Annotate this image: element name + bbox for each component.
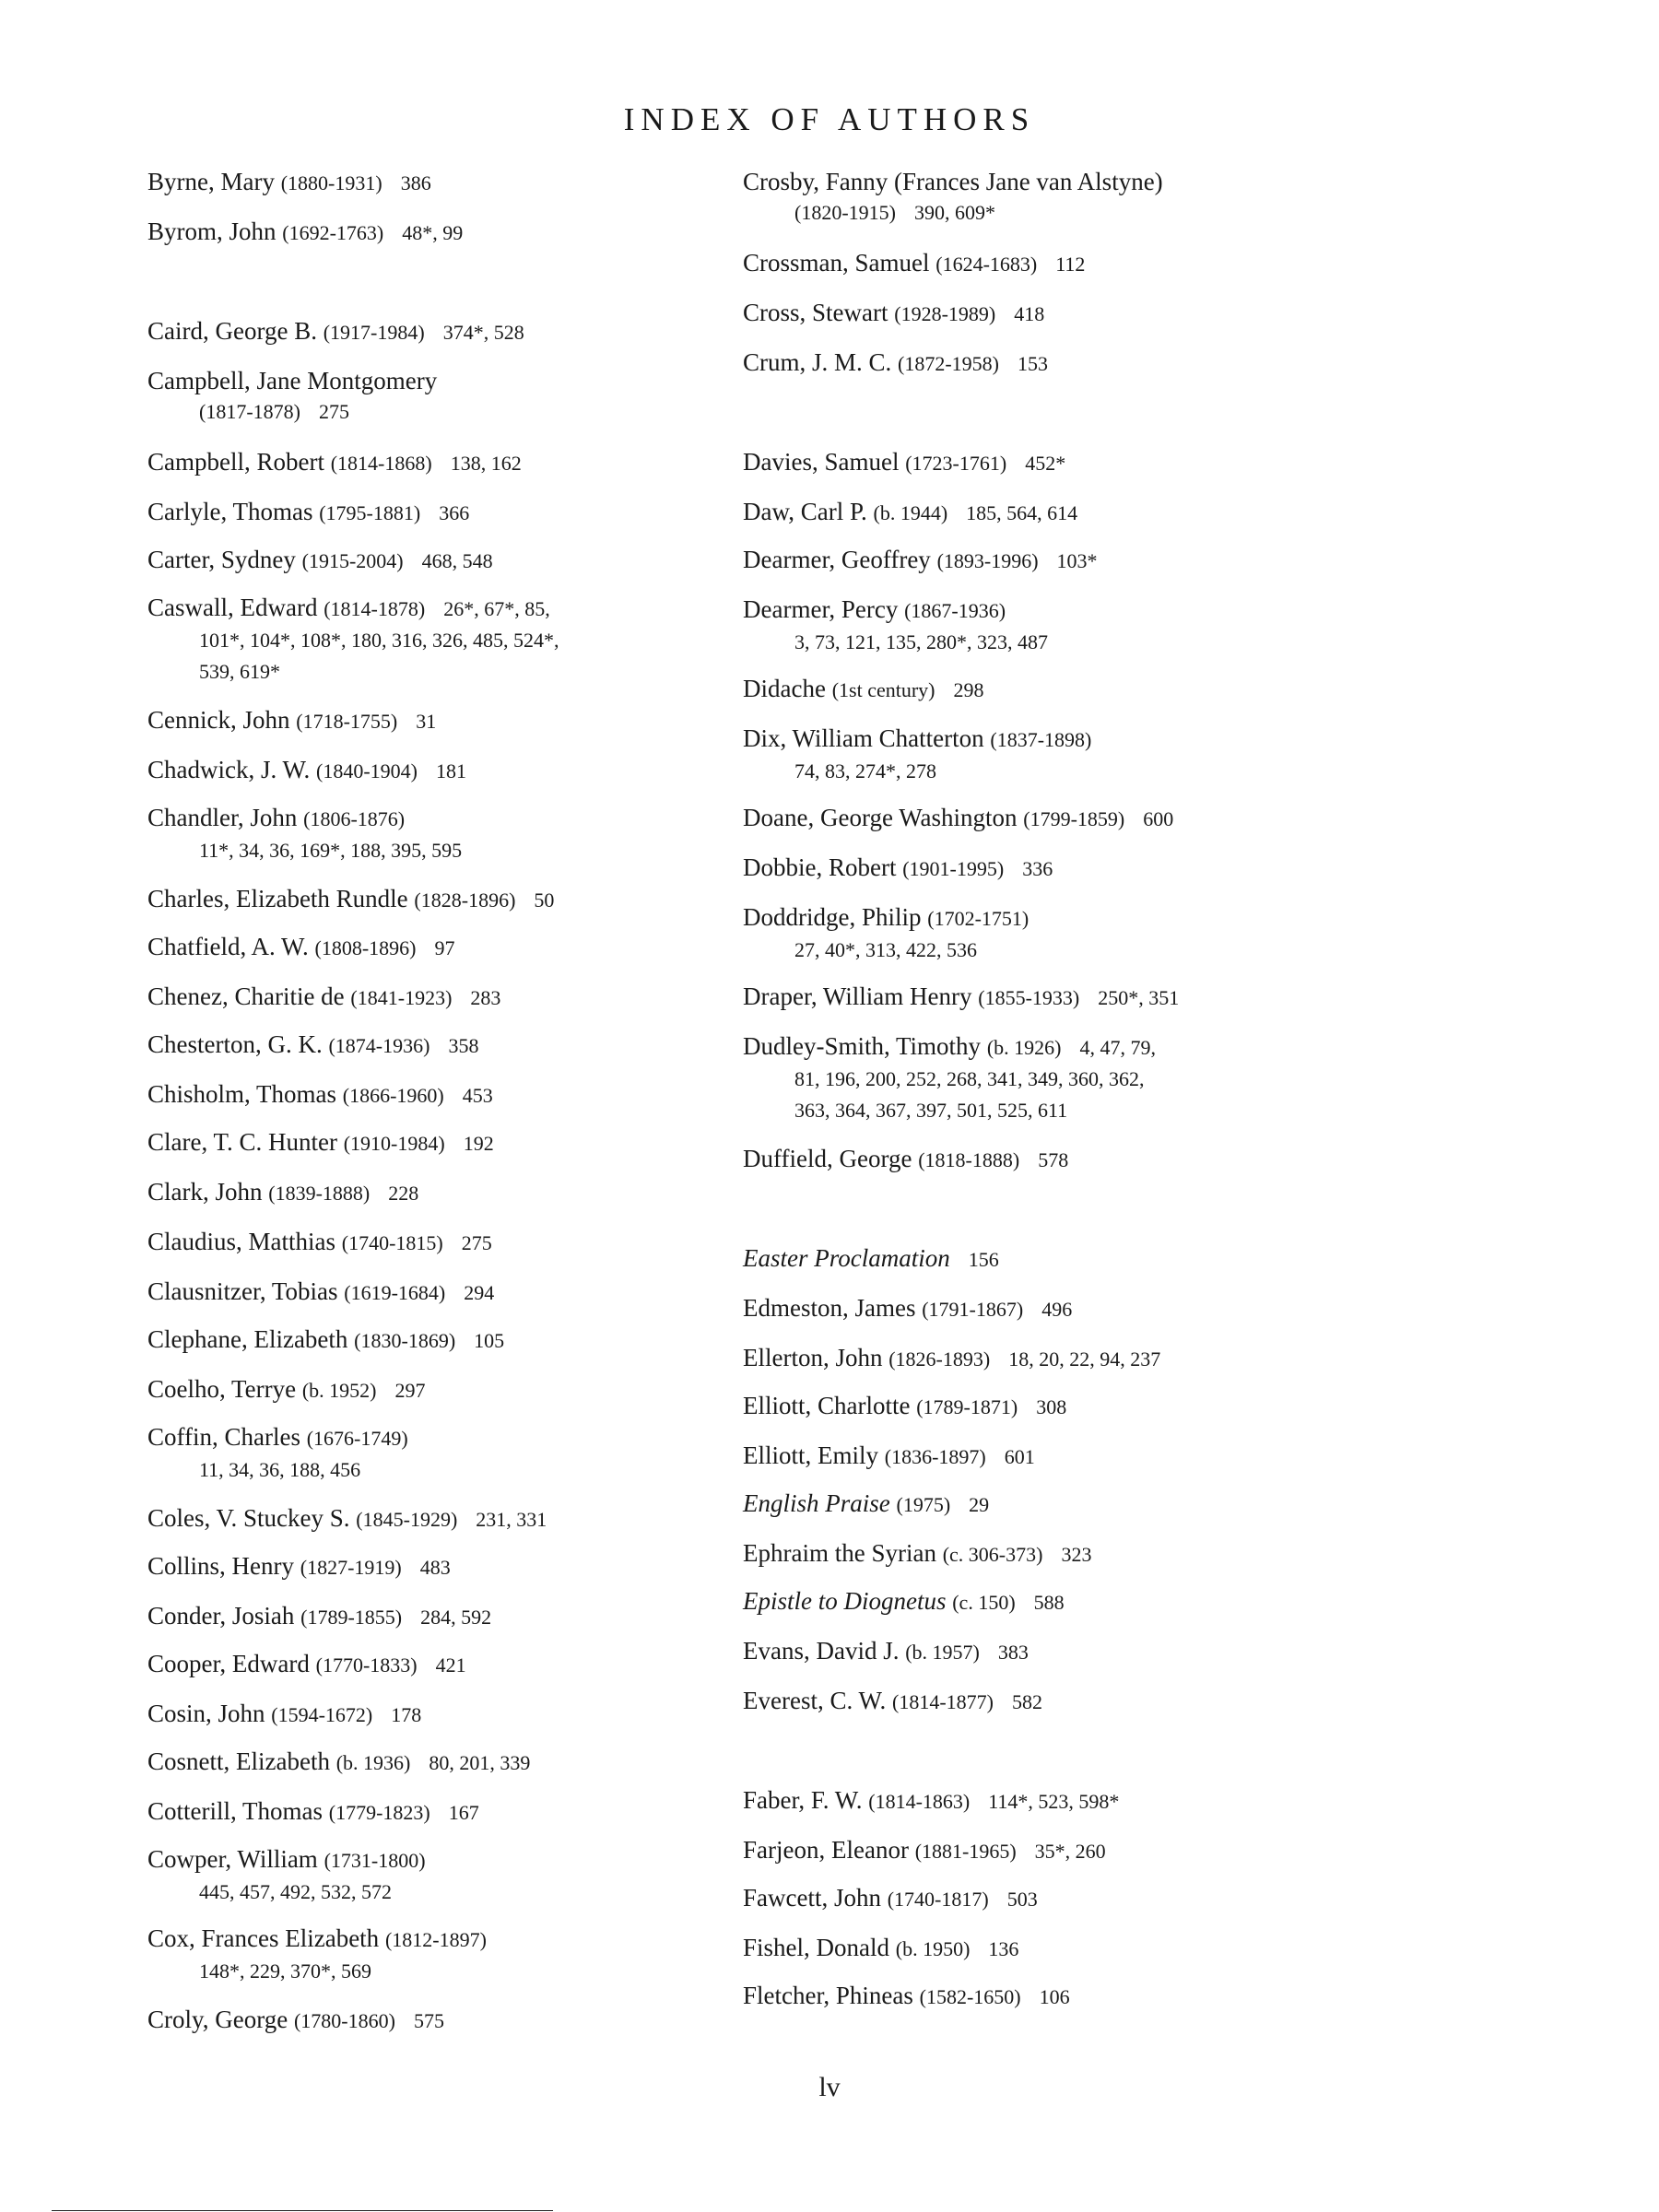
hymn-numbers: 483 — [419, 1556, 451, 1579]
author-name: Coelho, Terrye — [147, 1375, 297, 1403]
footer-rule — [52, 2210, 553, 2211]
index-entry — [743, 1685, 1388, 1718]
author-name: Charles, Elizabeth Rundle — [147, 885, 408, 912]
author-dates: (1827-1919) — [300, 1556, 402, 1579]
author-dates: (1817-1878) — [199, 400, 300, 423]
index-entry — [147, 1600, 793, 1633]
author-name: Draper, William Henry — [743, 982, 972, 1010]
index-entry — [743, 1537, 1388, 1571]
author-dates: (1619-1684) — [344, 1281, 446, 1304]
hymn-numbers: 35*, 260 — [1034, 1840, 1106, 1863]
author-dates: (1915-2004) — [301, 549, 404, 572]
author-name: Doddridge, Philip — [743, 903, 922, 931]
author-name: Dudley-Smith, Timothy — [743, 1032, 982, 1060]
index-entry — [743, 981, 1388, 1014]
hymn-numbers-continued: 74, 83, 274*, 278 — [794, 759, 936, 782]
hymn-numbers: 323 — [1061, 1543, 1092, 1566]
hymn-numbers: 26*, 67*, 85, — [443, 597, 550, 620]
author-dates: (c. 150) — [952, 1591, 1016, 1614]
author-name: Clephane, Elizabeth — [147, 1325, 348, 1353]
index-entry — [743, 544, 1388, 577]
author-name: Fletcher, Phineas — [743, 1982, 913, 2009]
hymn-numbers: 18, 20, 22, 94, 237 — [1008, 1347, 1161, 1371]
hymn-numbers: 31 — [416, 710, 437, 733]
hymn-numbers: 496 — [1041, 1298, 1073, 1321]
author-name: Cooper, Edward — [147, 1650, 310, 1677]
author-name: Campbell, Robert — [147, 448, 324, 476]
index-entry — [147, 1923, 793, 1987]
index-entry — [743, 594, 1388, 658]
index-entry — [147, 2004, 793, 2037]
index-entry — [147, 1029, 793, 1062]
index-entry — [147, 496, 793, 529]
author-dates: (b. 1950) — [895, 1937, 971, 1960]
author-name: Elliott, Charlotte — [743, 1392, 911, 1419]
hymn-numbers: 114*, 523, 598* — [988, 1790, 1120, 1813]
author-name: Campbell, Jane Montgomery — [147, 367, 438, 394]
author-dates: (1814-1863) — [868, 1790, 971, 1813]
index-entry — [743, 673, 1388, 706]
author-dates: (1820-1915) — [794, 201, 896, 224]
index-entry — [147, 216, 793, 249]
author-dates: (b. 1952) — [301, 1379, 377, 1402]
author-dates: (b. 1936) — [335, 1751, 411, 1774]
author-name: Everest, C. W. — [743, 1687, 887, 1714]
index-entry — [147, 1843, 793, 1908]
hymn-numbers: 298 — [953, 678, 984, 701]
hymn-numbers: 383 — [997, 1641, 1029, 1664]
hymn-numbers: 105 — [474, 1329, 505, 1352]
hymn-numbers: 358 — [448, 1034, 479, 1057]
author-dates: (1880-1931) — [280, 171, 382, 194]
author-dates: (1676-1749) — [306, 1427, 408, 1450]
author-name: Dobbie, Robert — [743, 853, 897, 881]
author-name: English Praise — [743, 1489, 890, 1517]
author-name: Cennick, John — [147, 706, 290, 734]
author-dates: (1828-1896) — [414, 888, 516, 912]
author-name: Cowper, William — [147, 1845, 318, 1873]
author-dates: (1702-1751) — [927, 907, 1030, 930]
hymn-numbers: 588 — [1033, 1591, 1065, 1614]
hymn-numbers-continued: 363, 364, 367, 397, 501, 525, 611 — [794, 1099, 1068, 1122]
author-name: Ephraim the Syrian — [743, 1539, 936, 1567]
index-entry — [743, 1342, 1388, 1375]
author-dates: (1789-1855) — [300, 1606, 403, 1629]
index-entry — [743, 1390, 1388, 1423]
index-entry — [743, 1440, 1388, 1473]
author-dates: (1723-1761) — [905, 452, 1007, 475]
author-dates: (1692-1763) — [282, 221, 384, 244]
author-dates: (b. 1944) — [873, 501, 948, 524]
hymn-numbers: 336 — [1022, 857, 1053, 880]
author-name: Chisholm, Thomas — [147, 1080, 337, 1108]
index-entry — [147, 1502, 793, 1535]
index-entry — [147, 1324, 793, 1357]
hymn-numbers: 48*, 99 — [402, 221, 464, 244]
author-name: Claudius, Matthias — [147, 1228, 335, 1255]
author-dates: (1818-1888) — [918, 1148, 1020, 1171]
index-entry — [743, 446, 1388, 479]
author-dates: (1901-1995) — [902, 857, 1005, 880]
hymn-numbers-continued: 539, 619* — [199, 660, 280, 683]
author-dates: (1814-1877) — [892, 1690, 994, 1713]
author-name: Epistle to Diognetus — [743, 1587, 947, 1615]
author-name: Chesterton, G. K. — [147, 1030, 323, 1058]
index-entry — [147, 544, 793, 577]
index-entry — [147, 883, 793, 916]
index-entry — [147, 1126, 793, 1159]
author-name: Doane, George Washington — [743, 804, 1018, 831]
author-dates: (1780-1860) — [293, 2009, 395, 2032]
index-entry — [743, 901, 1388, 966]
hymn-numbers: 294 — [464, 1281, 495, 1304]
author-name: Carlyle, Thomas — [147, 498, 313, 525]
author-dates: (1740-1817) — [887, 1888, 989, 1911]
hymn-numbers-continued: 3, 73, 121, 135, 280*, 323, 487 — [794, 630, 1048, 653]
index-entry — [743, 1882, 1388, 1915]
hymn-numbers: 418 — [1014, 302, 1045, 325]
author-dates: (1814-1878) — [324, 597, 426, 620]
hymn-numbers: 250*, 351 — [1098, 986, 1180, 1009]
author-name: Cosnett, Elizabeth — [147, 1747, 330, 1775]
author-dates: (1806-1876) — [303, 807, 406, 830]
index-entry — [147, 931, 793, 964]
author-dates: (1836-1897) — [884, 1445, 986, 1468]
author-name: Byrom, John — [147, 218, 276, 245]
hymn-numbers: 156 — [968, 1248, 999, 1271]
index-entry — [147, 315, 793, 348]
hymn-numbers: 390, 609* — [913, 201, 995, 224]
author-name: Edmeston, James — [743, 1294, 916, 1322]
author-name: Ellerton, John — [743, 1344, 883, 1371]
author-dates: (1st century) — [831, 678, 935, 701]
index-entry — [743, 1932, 1388, 1965]
author-dates: (1718-1755) — [296, 710, 398, 733]
author-dates: (1770-1833) — [315, 1653, 418, 1677]
author-dates: (1740-1815) — [341, 1231, 443, 1254]
hymn-numbers: 103* — [1056, 549, 1098, 572]
hymn-numbers: 453 — [462, 1084, 493, 1107]
author-name: Coles, V. Stuckey S. — [147, 1504, 350, 1532]
page-title: INDEX OF AUTHORS — [623, 101, 1036, 137]
author-dates: (1791-1867) — [922, 1298, 1024, 1321]
index-entry — [743, 166, 1388, 229]
hymn-numbers: 138, 162 — [450, 452, 522, 475]
author-dates: (1830-1869) — [354, 1329, 456, 1352]
author-name: Collins, Henry — [147, 1552, 294, 1580]
index-entry — [147, 592, 793, 688]
hymn-numbers: 386 — [400, 171, 431, 194]
index-entry — [147, 1276, 793, 1309]
hymn-numbers: 228 — [388, 1182, 419, 1205]
index-entry — [147, 1176, 793, 1209]
author-name: Clausnitzer, Tobias — [147, 1277, 338, 1305]
index-entry — [743, 1488, 1388, 1521]
author-name: Crum, J. M. C. — [743, 348, 892, 376]
author-dates: (1812-1897) — [384, 1928, 487, 1951]
index-entry — [147, 446, 793, 479]
index-entry — [147, 166, 793, 199]
author-dates: (1795-1881) — [319, 501, 421, 524]
author-dates: (1799-1859) — [1023, 807, 1125, 830]
continuation-line — [147, 396, 793, 428]
hymn-numbers: 452* — [1025, 452, 1066, 475]
index-entry — [743, 347, 1388, 380]
index-entry — [743, 1030, 1388, 1126]
index-entry — [743, 1834, 1388, 1867]
hymn-numbers-continued: 148*, 229, 370*, 569 — [199, 1959, 371, 1983]
author-dates: (b. 1957) — [905, 1641, 980, 1664]
hymn-numbers: 421 — [435, 1653, 466, 1677]
index-entry — [147, 802, 793, 866]
author-name: Fawcett, John — [743, 1884, 881, 1912]
index-entry — [147, 704, 793, 737]
hymn-numbers: 582 — [1011, 1690, 1042, 1713]
index-entry — [743, 1292, 1388, 1325]
hymn-numbers: 283 — [470, 986, 501, 1009]
author-name: Croly, George — [147, 2006, 288, 2033]
author-name: Clark, John — [147, 1178, 263, 1206]
author-name: Coffin, Charles — [147, 1423, 300, 1451]
author-name: Davies, Samuel — [743, 448, 900, 476]
hymn-numbers: 284, 592 — [420, 1606, 492, 1629]
author-name: Didache — [743, 675, 826, 702]
author-name: Farjeon, Eleanor — [743, 1836, 909, 1864]
author-dates: (1928-1989) — [894, 302, 996, 325]
hymn-numbers: 181 — [436, 759, 466, 782]
author-name: Dearmer, Percy — [743, 595, 899, 623]
hymn-numbers: 167 — [448, 1801, 479, 1824]
author-dates: (1779-1823) — [328, 1801, 430, 1824]
index-entry — [743, 802, 1388, 835]
hymn-numbers: 4, 47, 79, — [1079, 1036, 1156, 1059]
author-dates: (1808-1896) — [314, 936, 417, 959]
hymn-numbers-continued: 81, 196, 200, 252, 268, 341, 349, 360, 362, — [794, 1067, 1145, 1090]
hymn-numbers: 468, 548 — [421, 549, 493, 572]
index-entry — [147, 1648, 793, 1681]
author-dates: (1624-1683) — [935, 253, 1038, 276]
hymn-numbers: 374*, 528 — [442, 321, 524, 344]
author-dates: (1789-1871) — [916, 1395, 1018, 1418]
author-name: Faber, F. W. — [743, 1786, 863, 1814]
author-dates: (1917-1984) — [323, 321, 425, 344]
author-dates: (c. 306-373) — [942, 1543, 1043, 1566]
author-name: Duffield, George — [743, 1145, 912, 1172]
index-entry — [147, 1373, 793, 1406]
index-entry — [743, 1980, 1388, 2013]
author-dates: (1845-1929) — [356, 1508, 458, 1531]
author-name: Dix, William Chatterton — [743, 724, 984, 752]
index-entry — [743, 297, 1388, 330]
index-entry — [743, 1143, 1388, 1176]
hymn-numbers: 297 — [394, 1379, 426, 1402]
hymn-numbers: 185, 564, 614 — [966, 501, 1078, 524]
index-entry — [147, 365, 793, 428]
hymn-numbers: 308 — [1036, 1395, 1067, 1418]
hymn-numbers: 503 — [1006, 1888, 1038, 1911]
index-entry — [147, 1226, 793, 1259]
author-name: Clare, T. C. Hunter — [147, 1128, 337, 1156]
index-entry — [147, 981, 793, 1014]
index-entry — [743, 1242, 1388, 1276]
page-number: lv — [818, 2072, 841, 2102]
author-dates: (1874-1936) — [328, 1034, 430, 1057]
index-entry — [147, 1795, 793, 1829]
hymn-numbers: 97 — [434, 936, 455, 959]
index-entry — [743, 247, 1388, 280]
author-dates: (1867-1936) — [904, 599, 1006, 622]
author-name: Chandler, John — [147, 804, 298, 831]
author-dates: (1814-1868) — [330, 452, 432, 475]
hymn-numbers: 112 — [1055, 253, 1086, 276]
author-name: Carter, Sydney — [147, 546, 296, 573]
author-name: Cotterill, Thomas — [147, 1797, 323, 1825]
author-name: Byrne, Mary — [147, 168, 275, 195]
index-entry — [743, 1784, 1388, 1818]
author-dates: (1881-1965) — [914, 1840, 1017, 1863]
hymn-numbers: 575 — [413, 2009, 444, 2032]
index-entry — [147, 1746, 793, 1779]
hymn-numbers: 80, 201, 339 — [429, 1751, 531, 1774]
author-name: Caird, George B. — [147, 317, 317, 345]
hymn-numbers: 600 — [1143, 807, 1174, 830]
author-dates: (1910-1984) — [343, 1132, 445, 1155]
author-dates: (1837-1898) — [990, 728, 1092, 751]
index-entry — [147, 754, 793, 787]
hymn-numbers: 275 — [318, 400, 349, 423]
index-entry — [147, 1550, 793, 1583]
hymn-numbers-continued: 11, 34, 36, 188, 456 — [199, 1458, 361, 1481]
author-name: Caswall, Edward — [147, 594, 318, 621]
author-dates: (1855-1933) — [978, 986, 1080, 1009]
index-entry — [743, 496, 1388, 529]
index-entry — [147, 1421, 793, 1486]
author-name: Fishel, Donald — [743, 1934, 889, 1961]
author-name: Crossman, Samuel — [743, 249, 930, 276]
author-name: Dearmer, Geoffrey — [743, 546, 931, 573]
author-dates: (1594-1672) — [271, 1703, 373, 1726]
hymn-numbers: 178 — [391, 1703, 422, 1726]
hymn-numbers: 192 — [463, 1132, 494, 1155]
hymn-numbers: 275 — [461, 1231, 492, 1254]
author-dates: (1582-1650) — [919, 1985, 1021, 2008]
author-dates: (1872-1958) — [898, 352, 1000, 375]
hymn-numbers: 136 — [988, 1937, 1019, 1960]
author-dates: (1841-1923) — [350, 986, 453, 1009]
index-entry — [743, 1585, 1388, 1618]
hymn-numbers: 50 — [534, 888, 555, 912]
author-dates: (1975) — [896, 1493, 951, 1516]
author-name: Elliott, Emily — [743, 1441, 878, 1469]
author-name: Cross, Stewart — [743, 299, 888, 326]
hymn-numbers: 231, 331 — [476, 1508, 547, 1531]
hymn-numbers-continued: 11*, 34, 36, 169*, 188, 395, 595 — [199, 839, 463, 862]
author-name: Chenez, Charitie de — [147, 982, 345, 1010]
continuation-line — [743, 197, 1388, 229]
author-name: Chatfield, A. W. — [147, 933, 309, 960]
author-name: Cosin, John — [147, 1700, 265, 1727]
hymn-numbers: 578 — [1038, 1148, 1069, 1171]
hymn-numbers: 153 — [1018, 352, 1049, 375]
author-name: Crosby, Fanny (Frances Jane van Alstyne) — [743, 168, 1163, 195]
hymn-numbers-continued: 445, 457, 492, 532, 572 — [199, 1880, 392, 1903]
index-entry — [147, 1698, 793, 1731]
author-dates: (1893-1996) — [936, 549, 1039, 572]
hymn-numbers-continued: 27, 40*, 313, 422, 536 — [794, 938, 977, 961]
author-name: Evans, David J. — [743, 1637, 900, 1665]
index-entry — [147, 1078, 793, 1112]
index-entry — [743, 723, 1388, 787]
index-entry — [743, 852, 1388, 885]
hymn-numbers: 601 — [1004, 1445, 1035, 1468]
author-dates: (1840-1904) — [316, 759, 418, 782]
index-entry — [743, 1635, 1388, 1668]
author-dates: (b. 1926) — [986, 1036, 1062, 1059]
hymn-numbers: 106 — [1039, 1985, 1070, 2008]
author-name: Daw, Carl P. — [743, 498, 867, 525]
author-name: Conder, Josiah — [147, 1602, 295, 1630]
hymn-numbers: 366 — [439, 501, 470, 524]
author-dates: (1839-1888) — [268, 1182, 371, 1205]
author-name: Cox, Frances Elizabeth — [147, 1924, 380, 1952]
author-dates: (1731-1800) — [324, 1849, 426, 1872]
author-name: Easter Proclamation — [743, 1244, 950, 1272]
hymn-numbers: 29 — [969, 1493, 990, 1516]
author-name: Chadwick, J. W. — [147, 756, 311, 783]
hymn-numbers-continued: 101*, 104*, 108*, 180, 316, 326, 485, 524*, — [199, 629, 559, 652]
author-dates: (1866-1960) — [342, 1084, 444, 1107]
author-dates: (1826-1893) — [888, 1347, 991, 1371]
